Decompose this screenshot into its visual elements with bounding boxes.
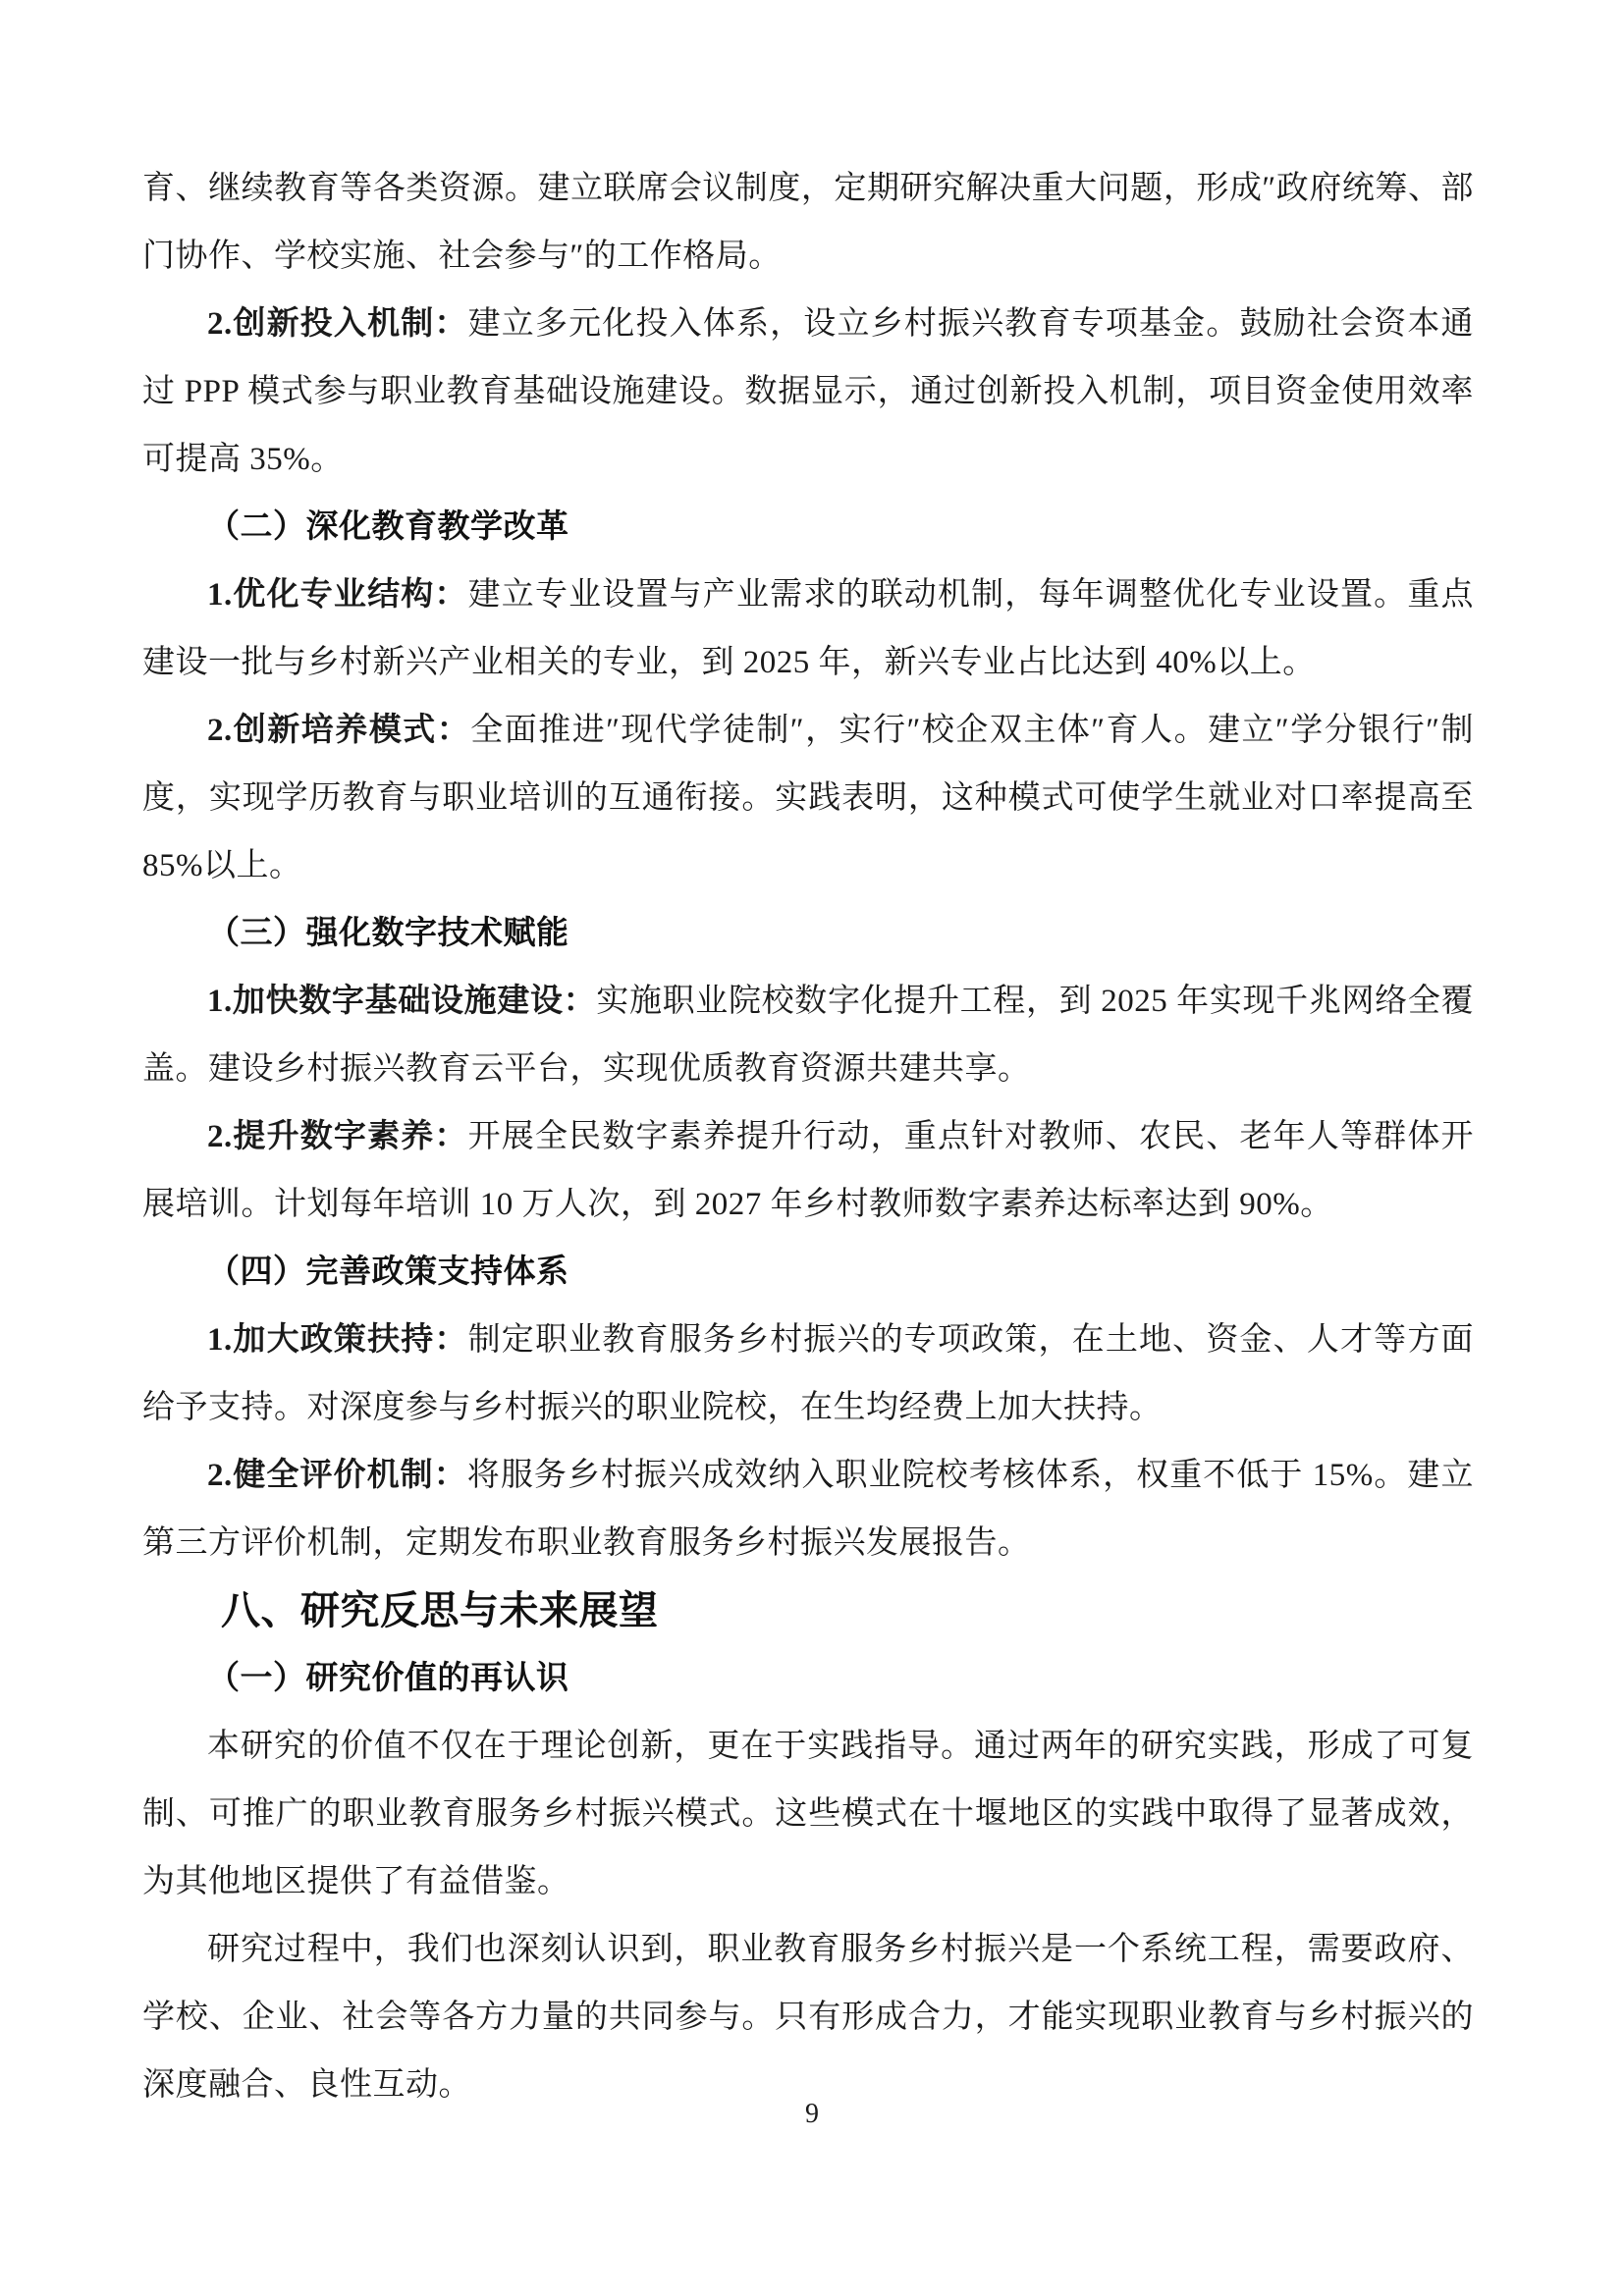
paragraph <box>142 1307 1474 1442</box>
paragraph <box>142 1103 1474 1239</box>
bold-lead-in: 八、研究反思与未来展望 <box>221 1589 659 1632</box>
paragraph <box>142 968 1474 1103</box>
bold-lead-in: 2.提升数字素养： <box>207 1119 468 1154</box>
section-heading <box>142 1577 1474 1645</box>
text-run: 本研究的价值不仅在于理论创新，更在于实践指导。通过两年的研究实践，形成了可复制、可推广的职业教育服务乡村振兴模式。这些模式在十堰地区的实践中取得了显著成效，为其他地区提供了有益借鉴。 <box>142 1729 1474 1899</box>
bold-lead-in: （二）深化教育教学改革 <box>207 509 569 545</box>
paragraph <box>142 1916 1474 2119</box>
paragraph <box>142 1442 1474 1577</box>
subsection-heading <box>142 1645 1474 1713</box>
bold-lead-in: （一）研究价值的再认识 <box>207 1661 569 1696</box>
bold-lead-in: 1.加快数字基础设施建设： <box>207 984 597 1019</box>
text-run: 建立多元化投入体系，设立乡村振兴教育专项基金。鼓励社会资本通过 PPP 模式参与职业教育基础设施建设。数据显示，通过创新投入机制，项目资金使用效率可提高 35%。 <box>142 306 1475 477</box>
bold-lead-in: 2.健全评价机制： <box>207 1458 467 1493</box>
subsection-heading <box>142 494 1474 561</box>
document-body <box>142 155 1474 2119</box>
text-run: 实施职业院校数字化提升工程，到 2025 年实现千兆网络全覆盖。建设乡村振兴教育云平台，实现优质教育资源共建共享。 <box>142 984 1475 1087</box>
text-run: 建立专业设置与产业需求的联动机制，每年调整优化专业设置。重点建设一批与乡村新兴产业相关的专业，到 2025 年，新兴专业占比达到 40%以上。 <box>142 577 1475 680</box>
paragraph <box>142 291 1474 494</box>
text-run: 将服务乡村振兴成效纳入职业院校考核体系，权重不低于 15%。建立第三方评价机制，定期发布职业教育服务乡村振兴发展报告。 <box>142 1458 1474 1561</box>
paragraph <box>142 155 1474 291</box>
subsection-heading <box>142 1239 1474 1307</box>
page-number: 9 <box>805 2099 819 2129</box>
text-run: 开展全民数字素养提升行动，重点针对教师、农民、老年人等群体开展培训。计划每年培训 10 万人次，到 2027 年乡村教师数字素养达标率达到 90%。 <box>142 1119 1475 1222</box>
paragraph <box>142 697 1474 900</box>
paragraph <box>142 1713 1474 1916</box>
bold-lead-in: 2.创新培养模式： <box>207 713 471 748</box>
subsection-heading <box>142 900 1474 968</box>
bold-lead-in: 2.创新投入机制： <box>207 306 468 342</box>
paragraph <box>142 561 1474 697</box>
bold-lead-in: 1.加大政策扶持： <box>207 1322 468 1358</box>
text-run: 制定职业教育服务乡村振兴的专项政策，在土地、资金、人才等方面给予支持。对深度参与乡村振兴的职业院校，在生均经费上加大扶持。 <box>142 1322 1475 1425</box>
bold-lead-in: 1.优化专业结构： <box>207 577 468 613</box>
text-run: 育、继续教育等各类资源。建立联席会议制度，定期研究解决重大问题，形成″政府统筹、部门协作、学校实施、社会参与″的工作格局。 <box>142 171 1474 274</box>
bold-lead-in: （四）完善政策支持体系 <box>207 1255 569 1290</box>
text-run: 研究过程中，我们也深刻认识到，职业教育服务乡村振兴是一个系统工程，需要政府、学校、企业、社会等各方力量的共同参与。只有形成合力，才能实现职业教育与乡村振兴的深度融合、良性互动。 <box>142 1932 1474 2103</box>
bold-lead-in: （三）强化数字技术赋能 <box>207 916 569 951</box>
text-run: 全面推进″现代学徒制″，实行″校企双主体″育人。建立″学分银行″制度，实现学历教育与职业培训的互通衔接。实践表明，这种模式可使学生就业对口率提高至 85%以上。 <box>142 713 1475 883</box>
